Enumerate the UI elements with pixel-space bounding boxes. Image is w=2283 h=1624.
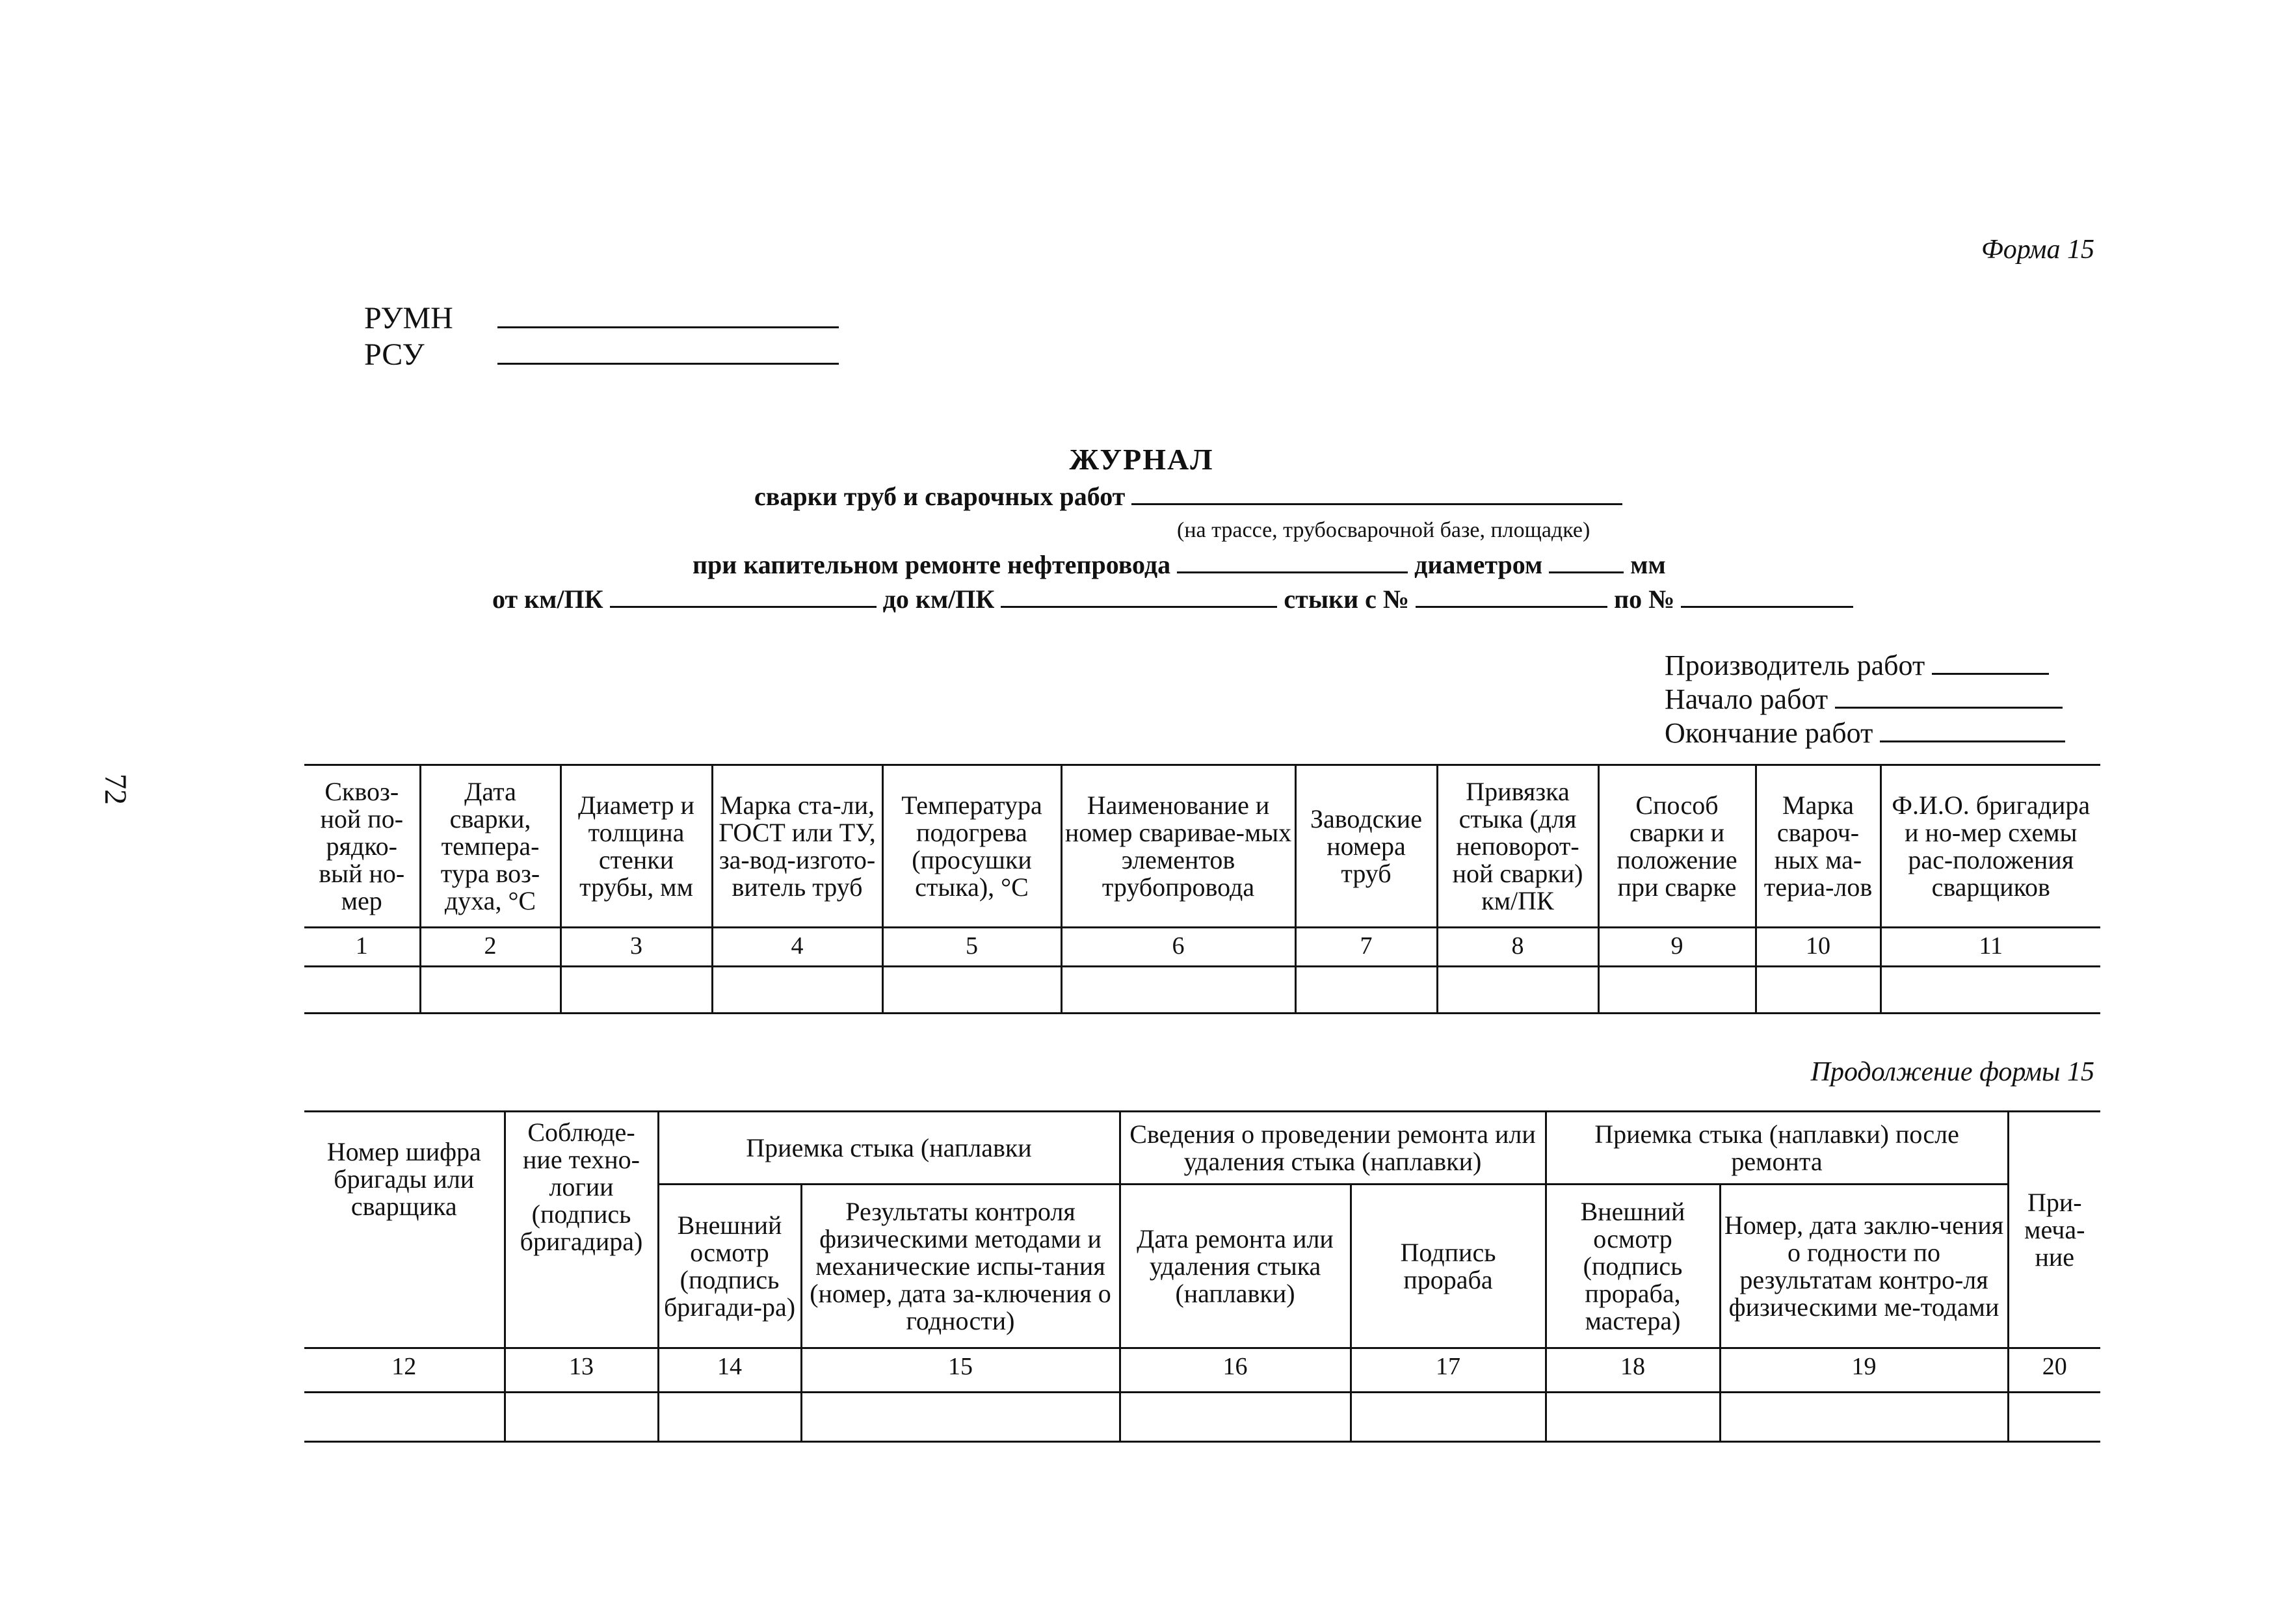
journal-title: ЖУРНАЛ [1069,443,1214,476]
end-blank[interactable] [1880,740,2065,742]
entry-cell[interactable] [712,967,882,1014]
pipeline-blank[interactable] [1177,571,1408,573]
entry-cell[interactable] [1720,1393,2008,1442]
entry-cell[interactable] [1295,967,1437,1014]
column-number-row [304,928,2100,967]
entry-cell[interactable] [801,1393,1120,1442]
column-number: 4 [712,928,882,967]
column-number: 20 [2008,1348,2100,1393]
org-rsu-blank[interactable] [497,362,839,365]
table-entry-row [304,1393,2100,1442]
entry-cell[interactable] [561,967,712,1014]
column-number: 16 [1120,1348,1351,1393]
joints-from-label: стыки с № [1284,584,1410,614]
table-header-row [304,765,2100,928]
column-number: 5 [882,928,1061,967]
header-cell: Способ сварки и положение при сварке [1598,765,1756,928]
from-km-label: от км/ПК [492,584,603,614]
entry-cell[interactable] [1061,967,1295,1014]
table-entry-row [304,967,2100,1014]
header-cell: Внешний осмотр (подпись прораба, мастера) [1546,1185,1720,1348]
diameter-blank[interactable] [1549,571,1624,573]
column-number: 10 [1756,928,1881,967]
column-number: 12 [304,1348,505,1393]
header-cell: Дата ремонта или удаления стыка (наплавки) [1120,1185,1351,1348]
from-km-blank[interactable] [610,605,877,608]
header-cell: Ф.И.О. бригадира и но-мер схемы рас-положения сварщиков [1881,765,2100,928]
entry-cell[interactable] [1351,1393,1546,1442]
header-line-1-text: сварки труб и сварочных работ [754,482,1126,511]
entry-cell[interactable] [1437,967,1598,1014]
entry-cell[interactable] [2008,1393,2100,1442]
entry-cell[interactable] [420,967,561,1014]
entry-cell[interactable] [304,967,420,1014]
diameter-label: диаметром [1414,550,1543,579]
column-number: 17 [1351,1348,1546,1393]
producer-label: Производитель работ [1665,649,1925,681]
entry-cell[interactable] [882,967,1061,1014]
entry-cell[interactable] [1120,1393,1351,1442]
header-cell: Наименование и номер сваривае-мых элементов трубопровода [1061,765,1295,928]
start-blank[interactable] [1835,706,2063,709]
header-cell: Подпись прораба [1351,1185,1546,1348]
entry-cell[interactable] [304,1393,505,1442]
group-header: Приемка стыка (наплавки) после ремонта [1546,1112,2008,1185]
column-number: 6 [1061,928,1295,967]
form-label: Форма 15 [1981,235,2094,265]
header-cell: Дата сварки, темпера-тура воз-духа, °С [420,765,561,928]
column-number: 13 [505,1348,658,1393]
entry-cell[interactable] [1598,967,1756,1014]
to-km-label: до км/ПК [882,584,995,614]
column-number: 2 [420,928,561,967]
header-cell: Номер, дата заклю-чения о годности по результатам контро-ля физическими ме-тодами [1720,1185,2008,1348]
column-number: 3 [561,928,712,967]
entry-cell[interactable] [505,1393,658,1442]
end-label: Окончание работ [1665,717,1873,749]
joints-from-blank[interactable] [1416,605,1607,608]
group-header: Приемка стыка (наплавки [658,1112,1120,1185]
entry-cell[interactable] [658,1393,801,1442]
header-cell: Номер шифра бригады или сварщика [304,1112,505,1348]
journal-table-main [304,764,2100,1014]
entry-cell[interactable] [1546,1393,1720,1442]
mm-label: мм [1630,550,1666,579]
joints-to-blank[interactable] [1681,605,1853,608]
column-number: 19 [1720,1348,2008,1393]
org-rsu-label: РСУ [364,337,425,372]
header-cell: Сквоз-ной по-рядко-вый но-мер [304,765,420,928]
header-line-2 [693,549,1666,580]
entry-cell[interactable] [1881,967,2100,1014]
producer-blank[interactable] [1932,672,2049,675]
header-cell: При-меча-ние [2008,1112,2100,1348]
header-cell: Температура подогрева (просушки стыка), °С [882,765,1061,928]
column-number: 14 [658,1348,801,1393]
header-cell: Марка свароч-ных ма-териа-лов [1756,765,1881,928]
to-km-blank[interactable] [1001,605,1277,608]
org-rsu [364,337,839,373]
column-number: 18 [1546,1348,1720,1393]
header-cell: Результаты контроля физическими методами и механические испы-тания (номер, дата за-ключения о годности) [801,1185,1120,1348]
org-rumn [364,300,839,336]
header-line-1 [754,481,1622,512]
header-cell: Диаметр и толщина стенки трубы, мм [561,765,712,928]
column-number: 15 [801,1348,1120,1393]
header-cell: Внешний осмотр (подпись бригади-ра) [658,1185,801,1348]
start-label: Начало работ [1665,683,1828,715]
joints-to-label: по № [1614,584,1675,614]
continuation-label: Продолжение формы 15 [1810,1057,2094,1087]
end-row [1665,716,2065,750]
producer-row [1665,649,2049,682]
group-header: Сведения о проведении ремонта или удаления стыка (наплавки) [1120,1112,1546,1185]
column-number: 11 [1881,928,2100,967]
header-line-2-text: при капительном ремонте нефтепровода [693,550,1171,579]
column-number: 1 [304,928,420,967]
entry-cell[interactable] [1756,967,1881,1014]
header-line-3 [492,584,1853,614]
start-row [1665,683,2063,716]
column-number-row [304,1348,2100,1393]
header-cell: Соблюде-ние техно-логии (подпись бригадира) [505,1112,658,1348]
journal-table-continuation [304,1110,2100,1443]
header-cell: Привязка стыка (для неповорот-ной сварки) км/ПК [1437,765,1598,928]
header-cell: Марка ста-ли, ГОСТ или ТУ, за-вод-изгото-витель труб [712,765,882,928]
work-place-blank[interactable] [1131,503,1622,505]
org-rumn-label: РУМН [364,301,453,335]
page-number: 72 [98,774,133,805]
org-rumn-blank[interactable] [497,326,839,328]
table2-header-row-top [304,1112,2100,1185]
header-note: (на трассе, трубосварочной базе, площадке) [1177,518,1590,542]
column-number: 8 [1437,928,1598,967]
column-number: 7 [1295,928,1437,967]
column-number: 9 [1598,928,1756,967]
header-cell: Заводские номера труб [1295,765,1437,928]
